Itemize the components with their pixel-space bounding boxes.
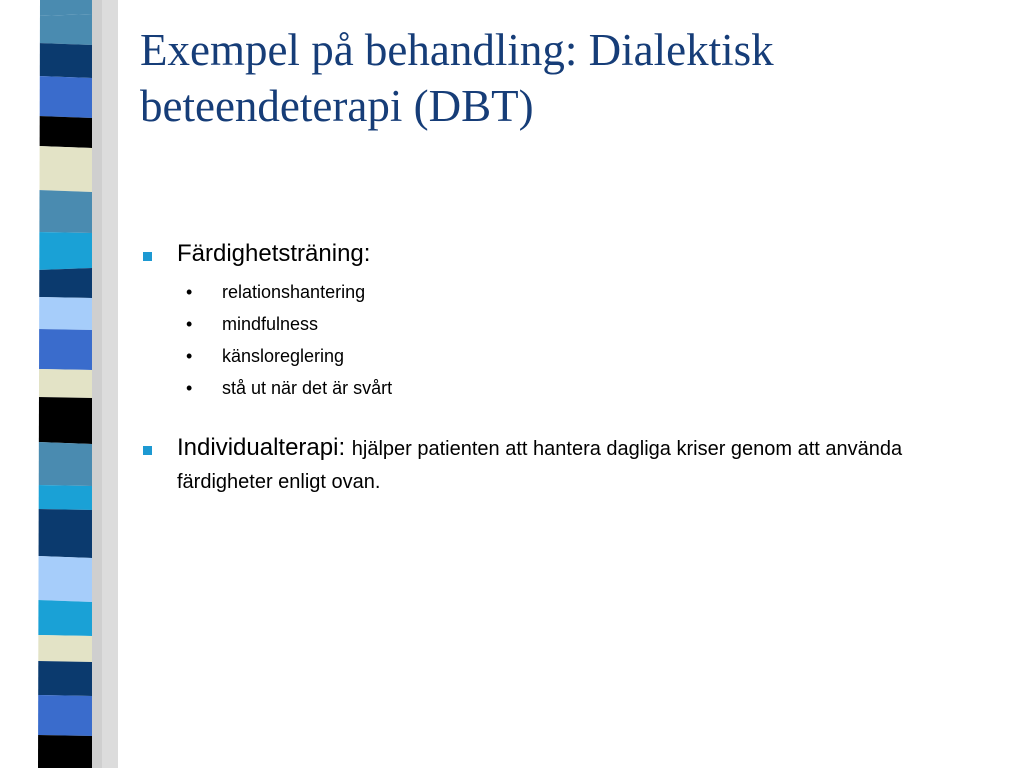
list-item-text: stå ut när det är svårt: [222, 378, 393, 398]
bullet-description: hjälper patienten att hantera dagliga kriser genom att använda färdigheter enligt ovan.: [177, 438, 903, 493]
bullet-label: Individualterapi:: [177, 434, 346, 461]
dot-bullet-icon: •: [186, 346, 193, 366]
square-bullet-icon: [143, 252, 152, 261]
bullet-individualterapi: [140, 432, 970, 498]
list-item: [177, 340, 970, 372]
dot-bullet-icon: •: [186, 378, 193, 398]
bullet-paragraph: [177, 432, 970, 498]
bullet-fardighetstraning: [140, 238, 970, 404]
list-item: [177, 308, 970, 340]
decorative-stripe-band: [0, 0, 120, 768]
list-item: [177, 276, 970, 308]
dot-bullet-icon: •: [186, 314, 193, 334]
bullet-label: Färdighetsträning:: [177, 240, 371, 267]
slide-content: [140, 238, 970, 498]
list-item-text: relationshantering: [222, 282, 366, 302]
square-bullet-icon: [143, 446, 152, 455]
dot-bullet-icon: •: [186, 282, 193, 302]
list-item-text: känsloreglering: [222, 346, 345, 366]
stripe-pattern-graphic: [0, 0, 120, 768]
slide-title: Exempel på behandling: Dialektisk beteendeterapi (DBT): [140, 25, 774, 131]
list-item: [177, 372, 970, 404]
list-item-text: mindfulness: [222, 314, 319, 334]
skills-sublist: [177, 276, 970, 404]
